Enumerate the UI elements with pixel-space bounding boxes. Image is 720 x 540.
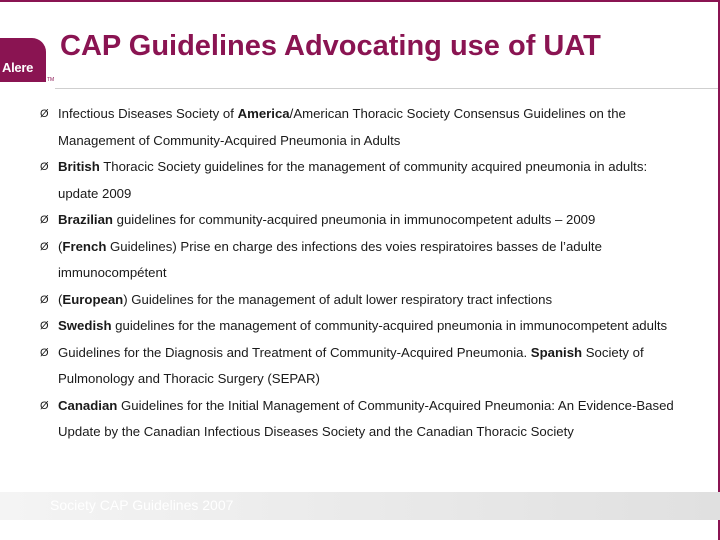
guideline-brazilian: Ø Brazilian guidelines for community-acquired pneumonia in immunocompetent adults – 2009 <box>40 207 680 234</box>
arrow-bullet-icon: Ø <box>40 320 49 332</box>
title-divider <box>55 88 718 89</box>
arrow-bullet-icon: Ø <box>40 214 49 226</box>
arrow-bullet-icon: Ø <box>40 293 49 306</box>
guideline-spanish: Ø Guidelines for the Diagnosis and Treatment of Community-Acquired Pneumonia. Spanish Society of Pulmonology and Thoracic Surgery (SEPAR) <box>40 340 680 393</box>
logo-text: Alere <box>2 60 34 75</box>
guideline-swedish: Ø Swedish guidelines for the management of community-acquired pneumonia in immunocompetent adults <box>40 313 680 340</box>
guideline-canadian: Ø Canadian Guidelines for the Initial Management of Community-Acquired Pneumonia: An Evidence-Based Update by the Canadian Infectious Diseases Society and the Canadian Thoracic Society <box>40 393 680 446</box>
arrow-bullet-icon: Ø <box>40 346 49 359</box>
arrow-bullet-icon: Ø <box>40 399 49 412</box>
arrow-bullet-icon: Ø <box>40 108 49 120</box>
guideline-european: Ø (European) Guidelines for the management of adult lower respiratory tract infections <box>40 287 680 314</box>
top-border <box>0 0 720 2</box>
guideline-british: Ø British Thoracic Society guidelines for the management of community acquired pneumonia in adults: update 2009 <box>40 154 680 207</box>
arrow-bullet-icon: Ø <box>40 161 49 173</box>
alere-logo <box>0 38 46 82</box>
logo-trademark: TM <box>47 77 55 83</box>
guideline-french: Ø (French Guidelines) Prise en charge des infections des voies respiratoires basses de l’adulte immunocompétent <box>40 234 680 287</box>
guideline-america: Ø Infectious Diseases Society of America/American Thoracic Society Consensus Guidelines on the Management of Community-Acquired Pneumonia in Adults <box>40 101 680 154</box>
footer-text: Society CAP Guidelines 2007 <box>50 497 234 513</box>
guideline-list <box>40 101 680 446</box>
arrow-bullet-icon: Ø <box>40 240 49 253</box>
slide-title: CAP Guidelines Advocating use of UAT <box>60 30 601 62</box>
